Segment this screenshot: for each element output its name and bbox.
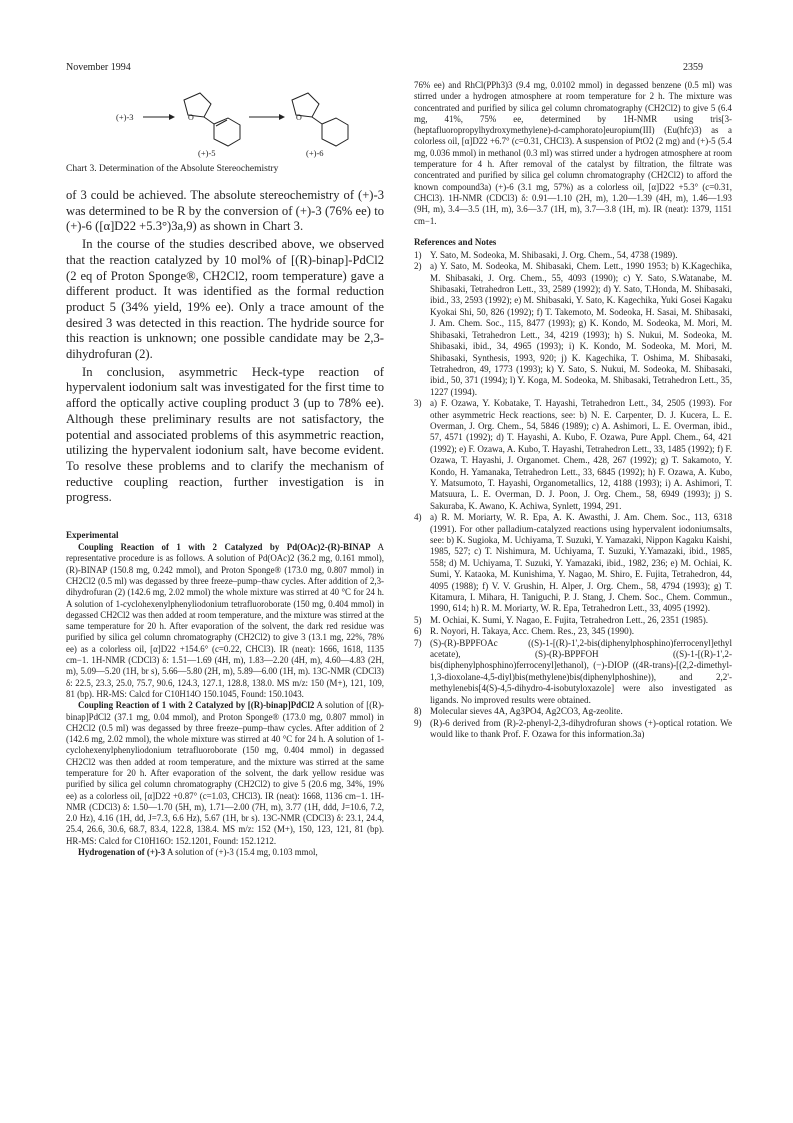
reference-text: a) F. Ozawa, Y. Kobatake, T. Hayashi, Tetrahedron Lett., 34, 2505 (1993). For other asymmetric Heck reactions, see: b) N. E. Carpenter, D. J. Kucera, L. E. Overman, J. Org. Chem., 54, 5846 (1989); c) A. Ashimori, L. E. Overman, ibid., 57, 4571 (1992); d) T. Hayashi, A. Kubo, F. Ozawa, Pure Appl. Chem., 64, 421 (1992); e) F. Ozawa, A. Kubo, T. Hayashi, Tetrahedron Lett., 33, 1485 (1992); f) F. Ozawa, T. Hayashi, J. Organomet. Chem., 428, 267 (1992); g) T. Sakamoto, Y. Kondo, H. Yamanaka, Tetrahedron Lett., 33, 6845 (1992); h) F. Ozawa, A. Kubo, Y. Matsumoto, T. Hayashi, Organometallics, 12, 4188 (1993); i) A. Ashimori, T. Matsuura, L. E. Overman, D. J. Poon, J. Org. Chem., 58, 6949 (1993); j) S. Sakuraba, K. Awano, K. Achiwa, Synlett, 1994, 291. [430,398,732,511]
reference-text: Y. Sato, M. Sodeoka, M. Shibasaki, J. Org. Chem., 54, 4738 (1989). [430,249,678,260]
reference-item [414,512,732,615]
body-paragraph: of 3 could be achieved. The absolute stereochemistry of (+)-3 was determined to be R by the conversion of (+)-3 (76% ee) to (+)-6 ([α]D22 +5.3°)3a,9) as shown in Chart 3. [66,188,384,234]
reference-number: 4) [414,512,422,523]
procedure-heading: Coupling Reaction of 1 with 2 Catalyzed by Pd(OAc)2-(R)-BINAP [78,542,371,553]
reference-number: 1) [414,249,422,260]
reference-text: (R)-6 derived from (R)-2-phenyl-2,3-dihydrofuran shows (+)-optical rotation. We would like to thank Prof. F. Ozawa for this information.3a) [430,717,732,739]
experimental-paragraph [66,700,384,847]
experimental-paragraph [66,847,384,858]
experimental-paragraph [66,542,384,700]
chart-3-scheme [66,80,384,162]
running-header-date: November 1994 [66,62,131,73]
left-column [66,80,384,858]
reaction-arrow-1 [143,114,175,120]
reaction-scheme-drawing [66,80,384,162]
experimental-section [66,530,384,858]
reference-text: R. Noyori, H. Takaya, Acc. Chem. Res., 23, 345 (1990). [430,626,635,637]
reference-item [414,638,732,706]
chart-caption: Chart 3. Determination of the Absolute Stereochemistry [66,164,279,174]
body-paragraph: In the course of the studies described above, we observed that the reaction catalyzed by 10 mol% of [(R)-binap]-PdCl2 (2 eq of Proton Sponge®, CH2Cl2, room temperature) gave a different product. It was identified as the formal reduction product 5 (34% yield, 19% ee). Only a trace amount of the desired 3 was detected in this reaction. The hydride source for this reaction is unknown; one possible candidate may be 2,3-dihydrofuran (2). [66,237,384,362]
procedure-text: A solution of (+)-3 (15.4 mg, 0.103 mmol, [166,847,318,858]
references-list [414,250,732,740]
reference-text: (S)-(R)-BPPFOAc ((S)-1-[(R)-1',2-bis(diphenylphosphino)ferrocenyl]ethyl acetate), (S)-(R)-BPPFOH ((S)-1-[(R)-1',2-bis(diphenylphosphino)ferrocenyl]ethanol), (−)-DIOP ((4R-trans)-[(2,2-dimethyl-1,3-dioxolane-4,5-diyl)bis(methylene)bis(diphenylphoshine)), and 2,2'-methylenebis[4(S)-4,5-dihydro-4-isobutyloxazole] were also investigated as ligands. No improved results were obtained. [430,637,732,705]
references-heading: References and Notes [414,236,497,247]
reference-number: 6) [414,626,422,637]
reference-item [414,250,732,261]
reference-number: 9) [414,717,422,728]
reference-item [414,261,732,398]
oxygen-atom-5: O [188,113,194,122]
reference-item [414,615,732,626]
oxygen-atom-6: O [296,113,302,122]
reference-number: 8) [414,706,422,717]
reference-text: a) R. M. Moriarty, W. R. Epa, A. K. Awasthi, J. Am. Chem. Soc., 113, 6318 (1991). For other palladium-catalyzed reactions using hypervalent iodoniumsalts, see: b) K. Sugioka, M. Uchiyama, T. Suzuki, Y. Yamazaki, Nippon Kagaku Kaishi, 1985, 527; c) T. Nishimura, M. Uchiyama, T. Suzuki, Y.Yamazaki, ibid., 1985, 558; d) M. Uchiyama, T. Suzuki, Y. Yamazaki, ibid., 1982, 236; e) M. Ochiai, K. Sumi, Y. Kataoka, M. Kunishima, Y. Nagao, M. Shiro, E. Fujita, Tetrahedron, 44, 4095 (1988); f) V. V. Grushin, H. Alper, J. Org. Chem., 58, 4794 (1993); g) T. Kitamura, I. Mihara, H. Taniguchi, P. J. Stang, J. Chem. Soc., Chem. Commun., 1990, 614; h) R. M. Moriarty, W. R. Epa, Tetrahedron Lett., 33, 4095 (1992). [430,512,732,614]
reference-item [414,626,732,637]
reaction-arrow-2 [249,114,285,120]
body-paragraph: In conclusion, asymmetric Heck-type reaction of hypervalent iodonium salt was investigated for the first time to afford the optically active coupling product 3 (up to 78% ee). Although these preliminary results are not satisfactory, the potential and associated problems of this asymmetric reaction, utilizing the hypervalent iodonium salt, have become evident. To resolve these problems and to clarify the mechanism of reductive coupling reaction, further investigation is in progress. [66,364,384,505]
reference-number: 5) [414,614,422,625]
experimental-continuation: 76% ee) and RhCl(PPh3)3 (9.4 mg, 0.0102 mmol) in degassed benzene (0.5 ml) was stirred under a hydrogen atmosphere at room temperature for 2 h. The mixture was concentrated and purified by silica gel column chromatography (CH2Cl2) to give 5 (6.4 mg, 41%, 75% ee, determined by 1H-NMR using tris[3-(heptafluoropropylhydroxymethylene)-d-camphorato]europium(III) (Eu(hfc)3) as a colorless oil, [α]D22 +6.7° (c=0.31, CHCl3). A suspension of PtO2 (2 mg) and (+)-5 (5.4 mg, 0.036 mmol) in methanol (0.3 ml) was stirred under a hydrogen atmosphere at room temperature for 4 h. After removal of the catalyst by filtration, the filtrate was concentrated and purified by silica gel column chromatography (CH2Cl2) to afford the known compound3a) (+)-6 (3.1 mg, 57%) as a colorless oil, [α]D22 +5.3° (c=0.31, CHCl3). 1H-NMR (CDCl3) δ: 0.91—1.10 (2H, m), 1.20—1.39 (4H, m), 1.46—1.93 (9H, m), 3.4—3.5 (1H, m), 3.6—3.7 (1H, m), 3.7—3.8 (1H, m). IR (neat): 1379, 1151 cm−1. [414,80,732,226]
reference-text: a) Y. Sato, M. Sodeoka, M. Shibasaki, Chem. Lett., 1990 1953; b) K.Kagechika, M. Shibasaki, J. Org. Chem., 55, 4093 (1990); c) Y. Sato, S.Watanabe, M. Shibasaki, Tetrahedron Lett., 33, 2589 (1992); d) Y. Sato, T.Honda, M. Shibasaki, ibid., 33, 2593 (1992); e) M. Shibasaki, Y. Sato, K. Kagechika, Yuki Gosei Kagaku Kyokai Shi, 50, 826 (1992); f) T. Takemoto, M. Sodeoka, H. Sasai, M. Shibasaki, J. Am. Chem. Soc., 115, 8477 (1993); g) K. Kondo, M. Sodeoka, M. Mori, M. Shibasaki, Tetrahedron Lett., 34, 4219 (1993); h) S. Nukui, M. Sodeoka, M. Shibasaki, ibid., 34, 4965 (1993); i) K. Kondo, M. Sodeoka, M. Mori, M. Shibasaki, Synthesis, 1993, 920; j) K. Kagechika, T. Oshima, M. Shibasaki, Tetrahedron, 49, 1773 (1993); k) Y. Sato, S. Nukui, M. Sodeoka, M. Shibasaki, ibid., 50, 371 (1994); l) Y. Koga, M. Sodeoka, M. Shibasaki, Tetrahedron Lett., 35, 1227 (1994). [430,261,732,397]
right-column [414,80,732,740]
compound-5-label: (+)-5 [198,148,216,158]
compound-6-label: (+)-6 [306,148,324,158]
procedure-text: A representative procedure is as follows. A solution of Pd(OAc)2 (36.2 mg, 0.161 mmol), (R)-BINAP (150.8 mg, 0.242 mmol), and Proton Sponge® (173.0 mg, 0.807 mmol) in CH2Cl2 (0.5 ml) was degassed by three freeze–pump–thaw cycles. After addition of 2,3-dihydrofuran (2) (142.6 mg, 2.02 mmol) the whole mixture was stirred at 40 °C for 24 h. A solution of 1-cyclohexenylphenyliodonium tetrafluoroborate (150 mg, 0.404 mmol) in degassed CH2Cl2 was then added at room temperature, and the mixture was stirred at the same temperature for 20 h. After evaporation of the solvent, the dark red residue was purified by silica gel column chromatography (CH2Cl2) to give 3 (13.1 mg, 22%, 78% ee) as a colorless oil, [α]D22 +154.6° (c=0.22, CHCl3). IR (neat): 1666, 1618, 1135 cm−1. 1H-NMR (CDCl3) δ: 1.51—1.69 (4H, m), 1.83—2.20 (4H, m), 4.60—4.83 (2H, m), 5.09—5.20 (1H, br s), 5.66—5.80 (2H, m), 5.89—6.00 (1H, m). 13C-NMR (CDCl3) δ: 22.5, 23.3, 25.0, 75.7, 90.6, 124.3, 127.1, 128.8, 138.0. MS m/z: 150 (M+), 121, 109, 81 (bp). HR-MS: Calcd for C10H14O 150.1045, Found: 150.1043. [66,542,384,699]
reference-text: Molecular sieves 4A, Ag3PO4, Ag2CO3, Ag-zeolite. [430,706,623,717]
procedure-heading: Coupling Reaction of 1 with 2 Catalyzed by [(R)-binap]PdCl2 [78,700,315,711]
compound-3-label: (+)-3 [116,112,134,122]
main-text [66,188,384,506]
procedure-heading: Hydrogenation of (+)-3 [78,847,166,858]
reference-item [414,718,732,741]
reference-number: 7) [414,637,422,648]
running-header-page-number: 2359 [683,62,703,73]
reference-number: 3) [414,398,422,409]
reference-item [414,706,732,717]
reference-item [414,398,732,512]
procedure-text: A solution of [(R)-binap]PdCl2 (37.1 mg, 0.04 mmol), and Proton Sponge® (173.0 mg, 0.807 mmol) in CH2Cl2 (0.5 ml) was degassed by three freeze–pump–thaw cycles. After addition of 2 (142.6 mg, 2.02 mmol), the whole mixture was stirred at 40 °C for 24 h. A solution of 1-cyclohexenylphenyliodonium tetrafluoroborate (150 mg, 0.404 mmol) in degassed CH2Cl2 was then added at room temperature, and the mixture was stirred at the same temperature for 20 h. After evaporation of the solvent, the dark yellow residue was purified by silica gel column chromatography (CH2Cl2) to give 5 (20.6 mg, 34%, 19% ee) as a colorless oil, [α]D22 +0.87° (c=1.03, CHCl3). IR (neat): 1668, 1136 cm−1. 1H-NMR (CDCl3) δ: 1.50—1.70 (5H, m), 1.71—2.00 (7H, m), 3.77 (1H, ddd, J=10.6, 7.2, 2.0 Hz), 4.16 (1H, dd, J=7.3, 6.6 Hz), 5.67 (1H, br s). 13C-NMR (CDCl3) δ: 23.1, 24.4, 25.4, 26.6, 30.6, 68.7, 83.4, 122.8, 138.4. MS m/z: 152 (M+), 150, 123, 121, 81 (bp). HR-MS: Calcd for C10H16O: 152.1201, Found: 152.1212. [66,700,384,846]
experimental-heading: Experimental [66,530,119,541]
reference-number: 2) [414,261,422,272]
reference-text: M. Ochiai, K. Sumi, Y. Nagao, E. Fujita, Tetrahedron Lett., 26, 2351 (1985). [430,614,709,625]
